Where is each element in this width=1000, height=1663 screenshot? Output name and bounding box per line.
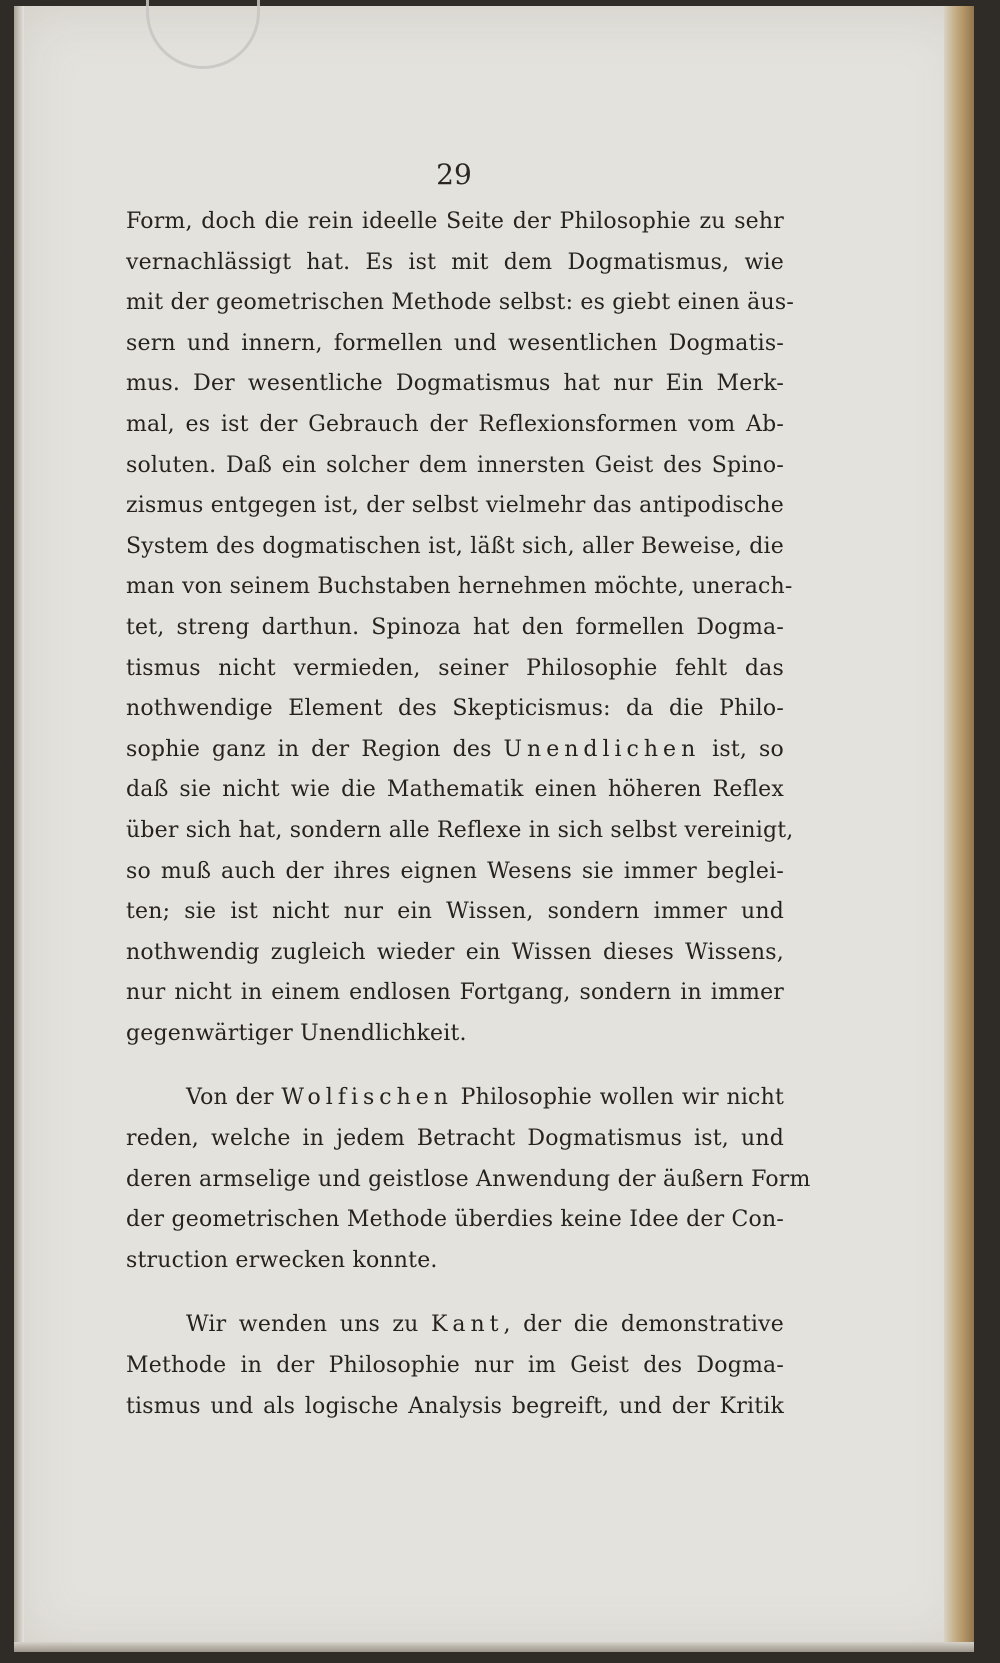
text-line: Methode in der Philosophie nur im Geist des Dogma- [126, 1353, 784, 1379]
emphasized-word: Wolfischen [281, 1085, 453, 1111]
text-line: tet, streng darthun. Spinoza hat den formellen Dogma- [126, 614, 784, 640]
text-line: gegenwärtiger Unendlichkeit. [126, 1020, 467, 1046]
text-segment: Von der [186, 1085, 282, 1111]
page-number: 29 [436, 158, 472, 191]
text-line: daß sie nicht wie die Mathematik einen höheren Reflex [126, 777, 784, 803]
text-line: zismus entgegen ist, der selbst vielmehr das antipodische [126, 493, 784, 519]
text-line: nothwendig zugleich wieder ein Wissen dieses Wissens, [126, 939, 784, 965]
paper-clip-mark [146, 0, 260, 69]
text-segment: , der die demonstrative [503, 1312, 784, 1338]
text-line: soluten. Daß ein solcher dem innersten Geist des Spino- [126, 452, 784, 478]
text-line: tismus und als logische Analysis begreift, und der Kritik [126, 1393, 784, 1419]
text-line: System des dogmatischen ist, läßt sich, aller Beweise, die [126, 533, 784, 559]
text-line: tismus nicht vermieden, seiner Philosophie fehlt das [126, 655, 784, 681]
text-line: nothwendige Element des Skepticismus: da die Philo- [126, 696, 784, 722]
text-line [126, 1078, 784, 1119]
bottom-edge [14, 1642, 974, 1652]
text-line: mus. Der wesentliche Dogmatismus hat nur Ein Merk- [126, 371, 784, 397]
text-line: so muß auch der ihres eignen Wesens sie immer beglei- [126, 858, 784, 884]
text-line: man von seinem Buchstaben hernehmen möchte, unerach- [126, 574, 793, 600]
text-segment: Philosophie wollen wir nicht [452, 1085, 784, 1111]
text-line: reden, welche in jedem Betracht Dogmatismus ist, und [126, 1126, 784, 1152]
gutter-shadow [14, 6, 24, 1652]
text-line: ten; sie ist nicht nur ein Wissen, sondern immer und [126, 899, 784, 925]
text-line: über sich hat, sondern alle Reflexe in sich selbst vereinigt, [126, 817, 794, 843]
body-text [126, 202, 811, 1427]
text-segment: sophie ganz in der Region des [126, 736, 504, 762]
paragraph-gap [126, 1054, 784, 1078]
book-page [14, 6, 974, 1652]
text-segment: ist, so [700, 736, 784, 762]
text-line: der geometrischen Methode überdies keine Idee der Con- [126, 1207, 784, 1233]
emphasized-word: Kant [430, 1312, 504, 1338]
text-line: mit der geometrischen Methode selbst: es giebt einen äus- [126, 290, 794, 316]
text-line: struction erwecken konnte. [126, 1247, 438, 1273]
emphasized-word: Unendlichen [503, 736, 701, 762]
text-line: nur nicht in einem endlosen Fortgang, sondern in immer [126, 980, 784, 1006]
text-segment: Wir wenden uns zu [186, 1312, 431, 1338]
page-edge [944, 6, 974, 1652]
text-line: Form, doch die rein ideelle Seite der Philosophie zu sehr [126, 209, 784, 234]
paragraph-gap [126, 1281, 784, 1305]
text-line: sern und innern, formellen und wesentlichen Dogmatis- [126, 330, 784, 356]
text-line: vernachlässigt hat. Es ist mit dem Dogmatismus, wie [126, 249, 784, 275]
text-line: deren armselige und geistlose Anwendung der äußern Form [126, 1166, 811, 1192]
text-line [126, 1305, 784, 1346]
text-line: mal, es ist der Gebrauch der Reflexionsformen vom Ab- [126, 411, 784, 437]
text-line [126, 730, 784, 771]
